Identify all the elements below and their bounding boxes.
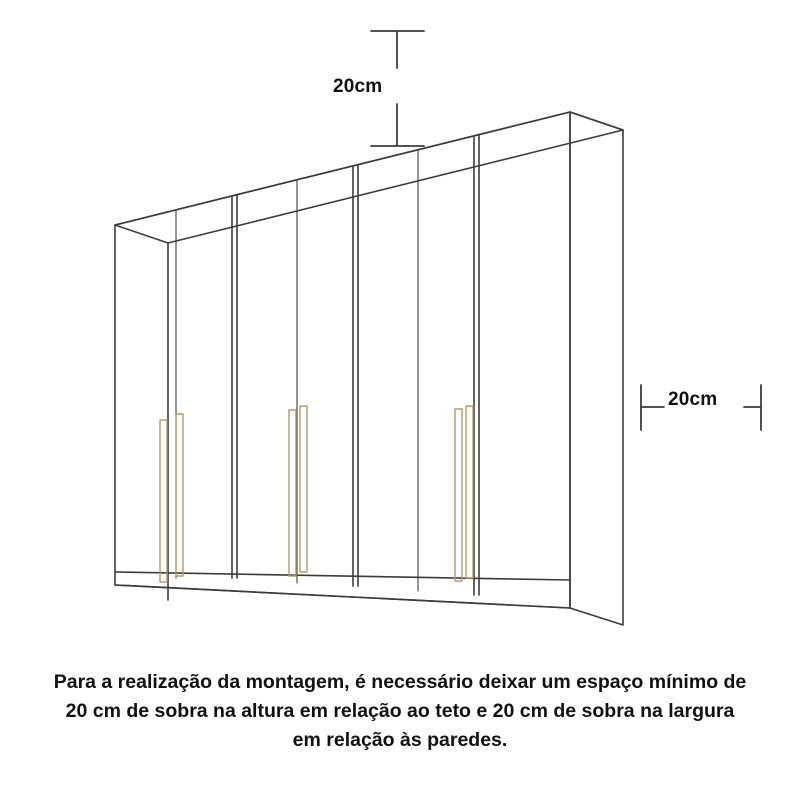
handle-right [455,406,473,581]
height-clearance-label: 20cm [333,76,383,97]
caption-text [50,668,750,755]
handle-center [289,406,307,576]
caption-line-1: Para a realização da montagem, é necessário deixar um espaço [53,671,644,693]
caption-line-3: sobra na largura em relação às paredes. [292,700,735,751]
wardrobe-handles [160,406,473,582]
caption-line-2: mínimo de 20 cm de sobra na altura em relação ao teto e 20 cm de [65,671,747,722]
handle-left [160,414,183,582]
width-clearance-label: 20cm [668,389,718,410]
wardrobe-carcass [115,112,623,625]
